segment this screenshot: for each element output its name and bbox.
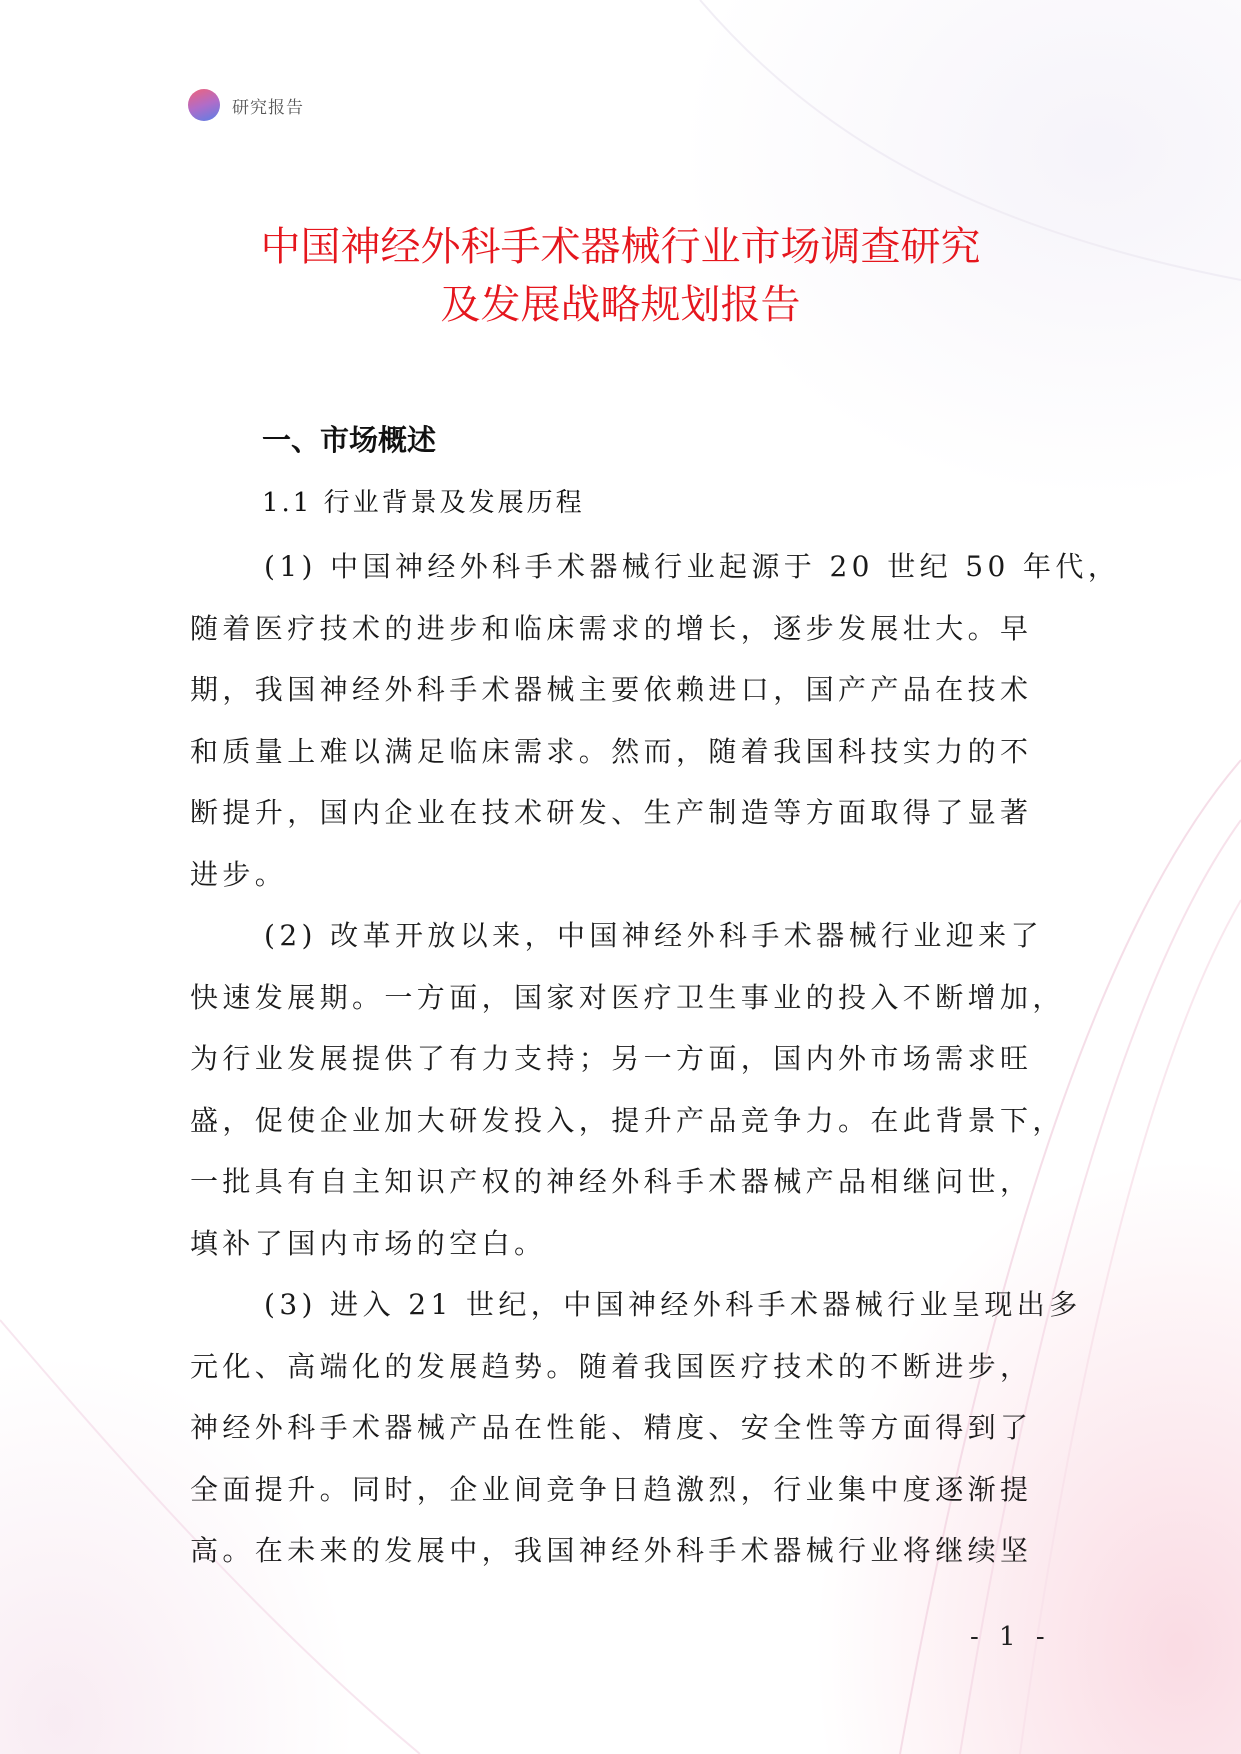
paragraph-line: 和质量上难以满足临床需求。然而，随着我国科技实力的不 [190, 734, 1033, 768]
paragraph-line: 进步。 [190, 857, 288, 891]
paragraph-line: (2) 改革开放以来，中国神经外科手术器械行业迎来了 [264, 919, 1043, 952]
paragraph-line: (3) 进入 21 世纪，中国神经外科手术器械行业呈现出多 [264, 1288, 1082, 1321]
paragraph-2 [190, 905, 1065, 1274]
paragraph-line: 断提升，国内企业在技术研发、生产制造等方面取得了显著 [190, 796, 1033, 829]
title-line-2: 及发展战略规划报告 [440, 282, 801, 328]
paragraph-line: 随着医疗技术的进步和临床需求的增长，逐步发展壮大。早 [190, 611, 1033, 645]
paragraph-1 [190, 536, 1121, 905]
paragraph-line: 期，我国神经外科手术器械主要依赖进口，国产产品在技术 [190, 673, 1033, 706]
document-title [150, 218, 1091, 334]
section-heading: 一、市场概述 [262, 423, 437, 457]
page-number: - 1 - [970, 1622, 1051, 1652]
report-header [188, 88, 304, 122]
paragraph-line: 一批具有自主知识产权的神经外科手术器械产品相继问世， [190, 1165, 1033, 1198]
paragraph-line: 为行业发展提供了有力支持；另一方面，国内外市场需求旺 [190, 1042, 1033, 1075]
paragraph-line: 高。在未来的发展中，我国神经外科手术器械行业将继续坚 [190, 1534, 1033, 1567]
title-line-1: 中国神经外科手术器械行业市场调查研究 [260, 224, 981, 270]
header-label: 研究报告 [232, 97, 304, 118]
paragraph-line: 填补了国内市场的空白。 [190, 1226, 547, 1260]
paragraph-line: (1) 中国神经外科手术器械行业起源于 20 世纪 50 年代， [264, 550, 1121, 583]
paragraph-line: 神经外科手术器械产品在性能、精度、安全性等方面得到了 [190, 1411, 1033, 1444]
paragraph-line: 全面提升。同时，企业间竞争日趋激烈，行业集中度逐渐提 [190, 1472, 1033, 1506]
subsection-heading: 1.1 行业背景及发展历程 [262, 488, 585, 518]
logo-circle-icon [188, 89, 220, 121]
paragraph-line: 快速发展期。一方面，国家对医疗卫生事业的投入不断增加， [190, 980, 1065, 1014]
paragraph-line: 元化、高端化的发展趋势。随着我国医疗技术的不断进步， [190, 1349, 1033, 1383]
paragraph-line: 盛，促使企业加大研发投入，提升产品竞争力。在此背景下， [190, 1103, 1065, 1137]
paragraph-3 [190, 1274, 1082, 1582]
